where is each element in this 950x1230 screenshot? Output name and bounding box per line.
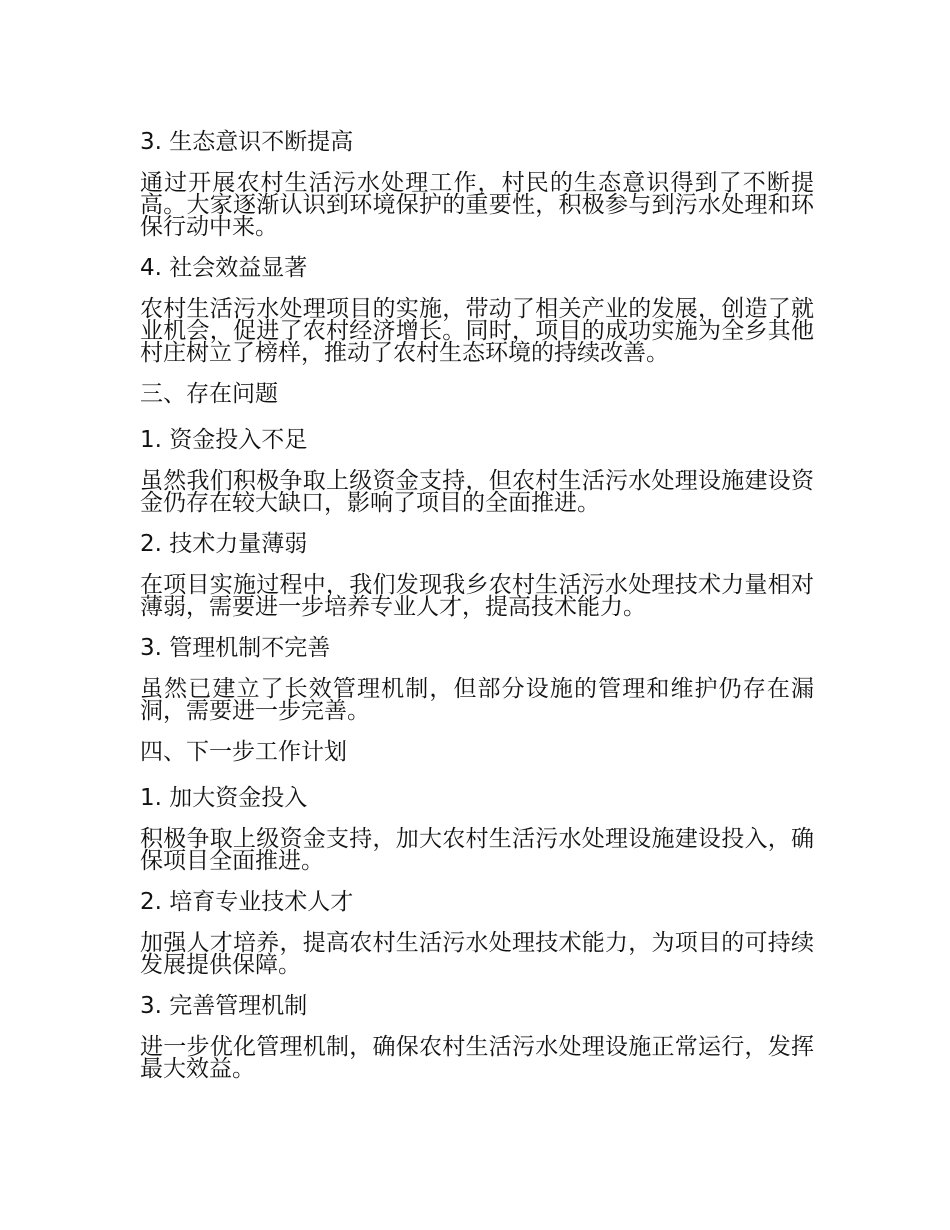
section-heading: 1. 资金投入不足 (140, 427, 308, 453)
section-heading: 1. 加大资金投入 (140, 785, 308, 811)
paragraph: 加强人才培养，提高农村生活污水处理技术能力，为项目的可持续发展提供保障。 (140, 930, 814, 978)
section-heading: 3. 完善管理机制 (140, 993, 308, 1019)
section-heading: 2. 培育专业技术人才 (140, 889, 354, 915)
chapter-heading: 三、存在问题 (140, 381, 278, 407)
paragraph: 虽然我们积极争取上级资金支持，但农村生活污水处理设施建设资金仍存在较大缺口，影响了项目的全面推进。 (140, 468, 814, 516)
section-heading: 4. 社会效益显著 (140, 255, 308, 281)
section-heading: 2. 技术力量薄弱 (140, 531, 308, 557)
paragraph: 农村生活污水处理项目的实施，带动了相关产业的发展，创造了就业机会，促进了农村经济增长。同时，项目的成功实施为全乡其他村庄树立了榜样，推动了农村生态环境的持续改善。 (140, 296, 814, 366)
paragraph: 在项目实施过程中，我们发现我乡农村生活污水处理技术力量相对薄弱，需要进一步培养专业人才，提高技术能力。 (140, 572, 814, 620)
paragraph: 积极争取上级资金支持，加大农村生活污水处理设施建设投入，确保项目全面推进。 (140, 826, 814, 874)
document-page (140, 126, 814, 1094)
paragraph: 虽然已建立了长效管理机制，但部分设施的管理和维护仍存在漏洞，需要进一步完善。 (140, 676, 814, 724)
chapter-heading: 四、下一步工作计划 (140, 739, 347, 765)
section-heading: 3. 管理机制不完善 (140, 635, 331, 661)
paragraph: 进一步优化管理机制，确保农村生活污水处理设施正常运行，发挥最大效益。 (140, 1034, 814, 1082)
paragraph: 通过开展农村生活污水处理工作，村民的生态意识得到了不断提高。大家逐渐认识到环境保护的重要性，积极参与到污水处理和环保行动中来。 (140, 170, 814, 240)
section-heading: 3. 生态意识不断提高 (140, 129, 354, 155)
